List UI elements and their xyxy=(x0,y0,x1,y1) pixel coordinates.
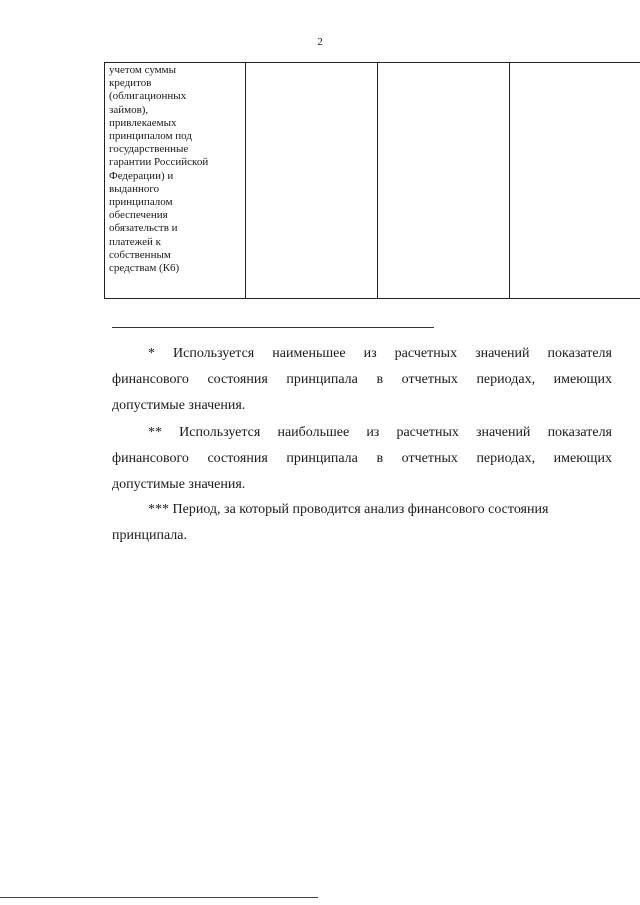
footnote-word: имеющих xyxy=(553,372,612,387)
footnote-word: принципала xyxy=(286,372,358,387)
footnote-word: ** xyxy=(148,425,162,440)
table-cell-empty xyxy=(378,63,510,299)
cell-text-line: средствам (К6) xyxy=(109,262,180,275)
cell-text-line: учетом суммы xyxy=(109,64,176,76)
footnote-line xyxy=(112,420,612,446)
cell-text-line: принципалом под xyxy=(109,130,192,143)
cell-text-line: платежей к xyxy=(109,235,161,248)
table-row xyxy=(105,63,640,299)
cell-text-line: Федерации) и xyxy=(109,169,174,182)
footnote-double-asterisk xyxy=(112,420,612,498)
cell-text-line: государственные xyxy=(109,143,189,156)
footnote-word: из xyxy=(363,346,377,361)
footnote-word: расчетных xyxy=(396,425,459,440)
footnote-word: в xyxy=(376,372,384,387)
footnote-word: имеющих xyxy=(553,451,612,466)
footnote-word: расчетных xyxy=(394,346,458,361)
cell-text-line: обязательств и xyxy=(109,222,178,235)
footnote-line: допустимые значения. xyxy=(112,477,246,492)
footnote-word: наибольшее xyxy=(277,425,350,440)
page-bottom-edge xyxy=(0,897,318,898)
footnote-word: принципала xyxy=(286,451,358,466)
cell-text-line: займов), xyxy=(109,103,149,116)
cell-text-line: (облигационных xyxy=(109,90,187,103)
footnote-line xyxy=(112,446,612,472)
cell-text-line: обеспечения xyxy=(109,209,168,222)
table-cell-empty xyxy=(246,63,378,299)
footnote-word: показателя xyxy=(547,425,612,440)
footnote-word: состояния xyxy=(207,372,268,387)
footnote-separator xyxy=(112,327,434,328)
footnote-word: в xyxy=(376,451,384,466)
footnote-single-asterisk xyxy=(112,341,612,419)
footnote-word: из xyxy=(366,425,380,440)
footnote-word: периодах, xyxy=(476,451,536,466)
footnote-word: отчетных xyxy=(401,451,458,466)
footnote-line xyxy=(112,367,612,393)
cell-text-line: привлекаемых xyxy=(109,116,177,129)
cell-text-line: принципалом xyxy=(109,196,173,209)
footnote-word: финансового xyxy=(112,372,189,387)
continuation-table xyxy=(104,62,640,299)
footnote-triple-asterisk xyxy=(112,497,612,549)
footnote-word: * xyxy=(148,346,155,361)
table-cell-indicator-name xyxy=(105,63,246,299)
page-number: 2 xyxy=(317,36,323,48)
footnote-word: финансового xyxy=(112,451,189,466)
footnote-word: значений xyxy=(476,425,531,440)
cell-text-line: гарантии Российской xyxy=(109,156,209,169)
footnote-word: периодах, xyxy=(476,372,536,387)
footnote-line: принципала. xyxy=(112,528,187,543)
cell-text-line: выданного xyxy=(109,182,160,195)
footnote-word: состояния xyxy=(207,451,268,466)
footnote-word: наименьшее xyxy=(272,346,346,361)
footnote-line: *** Период, за который проводится анализ финансового состояния xyxy=(148,502,549,517)
cell-text-line: кредитов xyxy=(109,77,152,90)
footnote-line xyxy=(112,341,612,367)
footnote-word: значений xyxy=(475,346,530,361)
footnote-word: Используется xyxy=(173,346,255,361)
table-cell-empty xyxy=(510,63,640,299)
footnote-word: показателя xyxy=(547,346,612,361)
footnote-line: допустимые значения. xyxy=(112,398,246,413)
footnote-word: Используется xyxy=(179,425,261,440)
cell-text-line: собственным xyxy=(109,248,171,261)
footnote-word: отчетных xyxy=(401,372,458,387)
